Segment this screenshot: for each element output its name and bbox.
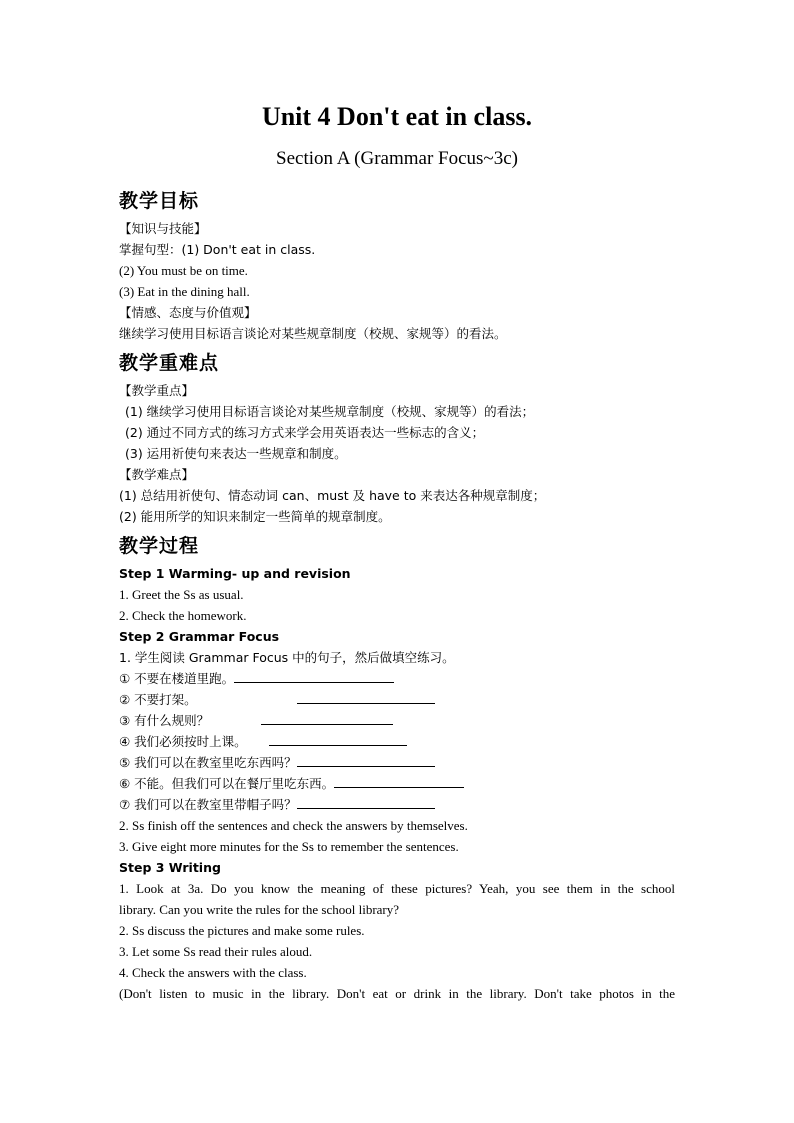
attitude-text: 继续学习使用目标语言谈论对某些规章制度（校规、家规等）的看法。 [119, 326, 507, 341]
fill-blank-text: ② 不要打架。 [119, 692, 197, 707]
fill-blank-item [119, 794, 675, 815]
answer-blank[interactable] [297, 689, 435, 704]
step3-answer-line: (Don't listen to music in the library. Don't eat or drink in the library. Don't take photos in the [119, 986, 675, 1001]
pattern-2: (2) You must be on time. [119, 263, 248, 278]
step3-item-1a: 1. Look at 3a. Do you know the meaning of these pictures? Yeah, you see them in the school [119, 881, 675, 896]
step2-title: Step 2 Grammar Focus [119, 629, 280, 644]
page-title: Unit 4 Don't eat in class. [261, 102, 533, 131]
key-item-2: (2) 通过不同方式的练习方式来学会用英语表达一些标志的含义； [125, 425, 485, 440]
pattern-3: (3) Eat in the dining hall. [119, 284, 250, 299]
step2-item-3: 3. Give eight more minutes for the Ss to remember the sentences. [119, 839, 459, 854]
answer-blank[interactable] [334, 773, 464, 788]
section-heading-process: 教学过程 [119, 535, 200, 557]
answer-blank[interactable] [261, 710, 393, 725]
difficult-label: 【教学难点】 [119, 467, 195, 482]
answer-blank[interactable] [269, 731, 407, 746]
knowledge-label: 【知识与技能】 [119, 221, 207, 236]
page-subtitle: Section A (Grammar Focus~3c) [276, 148, 518, 169]
attitude-label: 【情感、态度与价值观】 [119, 305, 257, 320]
section-heading-objectives: 教学目标 [119, 190, 200, 212]
fill-blank-text: ③ 有什么规则？ [119, 713, 210, 728]
step3-item-1b: library. Can you write the rules for the school library? [119, 902, 400, 917]
fill-blank-text: ⑤ 我们可以在教室里吃东西吗？ [119, 755, 297, 770]
fill-blank-text: ⑦ 我们可以在教室里带帽子吗？ [119, 797, 297, 812]
fill-blank-item [119, 773, 675, 794]
section-heading-key-points: 教学重难点 [119, 352, 220, 374]
step3-title: Step 3 Writing [119, 860, 221, 875]
step1-title: Step 1 Warming- up and revision [119, 566, 351, 581]
step3-item-4: 4. Check the answers with the class. [119, 965, 307, 980]
pattern-line: 掌握句型：(1) Don't eat in class. [119, 242, 316, 257]
answer-blank[interactable] [297, 752, 435, 767]
step1-item-1: 1. Greet the Ss as usual. [119, 587, 244, 602]
step3-item-3: 3. Let some Ss read their rules aloud. [119, 944, 313, 959]
key-item-3: (3) 运用祈使句来表达一些规章和制度。 [125, 446, 347, 461]
document-body [119, 184, 675, 1004]
step3-item-2: 2. Ss discuss the pictures and make some rules. [119, 923, 365, 938]
key-label: 【教学重点】 [119, 383, 195, 398]
fill-blank-text: ① 不要在楼道里跑。 [119, 671, 235, 686]
fill-blank-item [119, 731, 675, 752]
difficult-item-1: (1) 总结用祈使句、情态动词 can、must 及 have to 来表达各种规章制度； [119, 488, 546, 503]
step2-item-2: 2. Ss finish off the sentences and check the answers by themselves. [119, 818, 468, 833]
step2-intro: 1. 学生阅读 Grammar Focus 中的句子，然后做填空练习。 [119, 650, 455, 665]
answer-blank[interactable] [297, 794, 435, 809]
answer-blank[interactable] [234, 668, 394, 683]
fill-blank-item [119, 752, 675, 773]
fill-blank-item [119, 710, 675, 731]
fill-blank-item [119, 668, 675, 689]
fill-blank-text: ⑥ 不能。但我们可以在餐厅里吃东西。 [119, 776, 335, 791]
fill-blank-text: ④ 我们必须按时上课。 [119, 734, 247, 749]
fill-blank-item [119, 689, 675, 710]
difficult-item-2: (2) 能用所学的知识来制定一些简单的规章制度。 [119, 509, 391, 524]
step1-item-2: 2. Check the homework. [119, 608, 247, 623]
key-item-1: (1) 继续学习使用目标语言谈论对某些规章制度（校规、家规等）的看法； [125, 404, 535, 419]
